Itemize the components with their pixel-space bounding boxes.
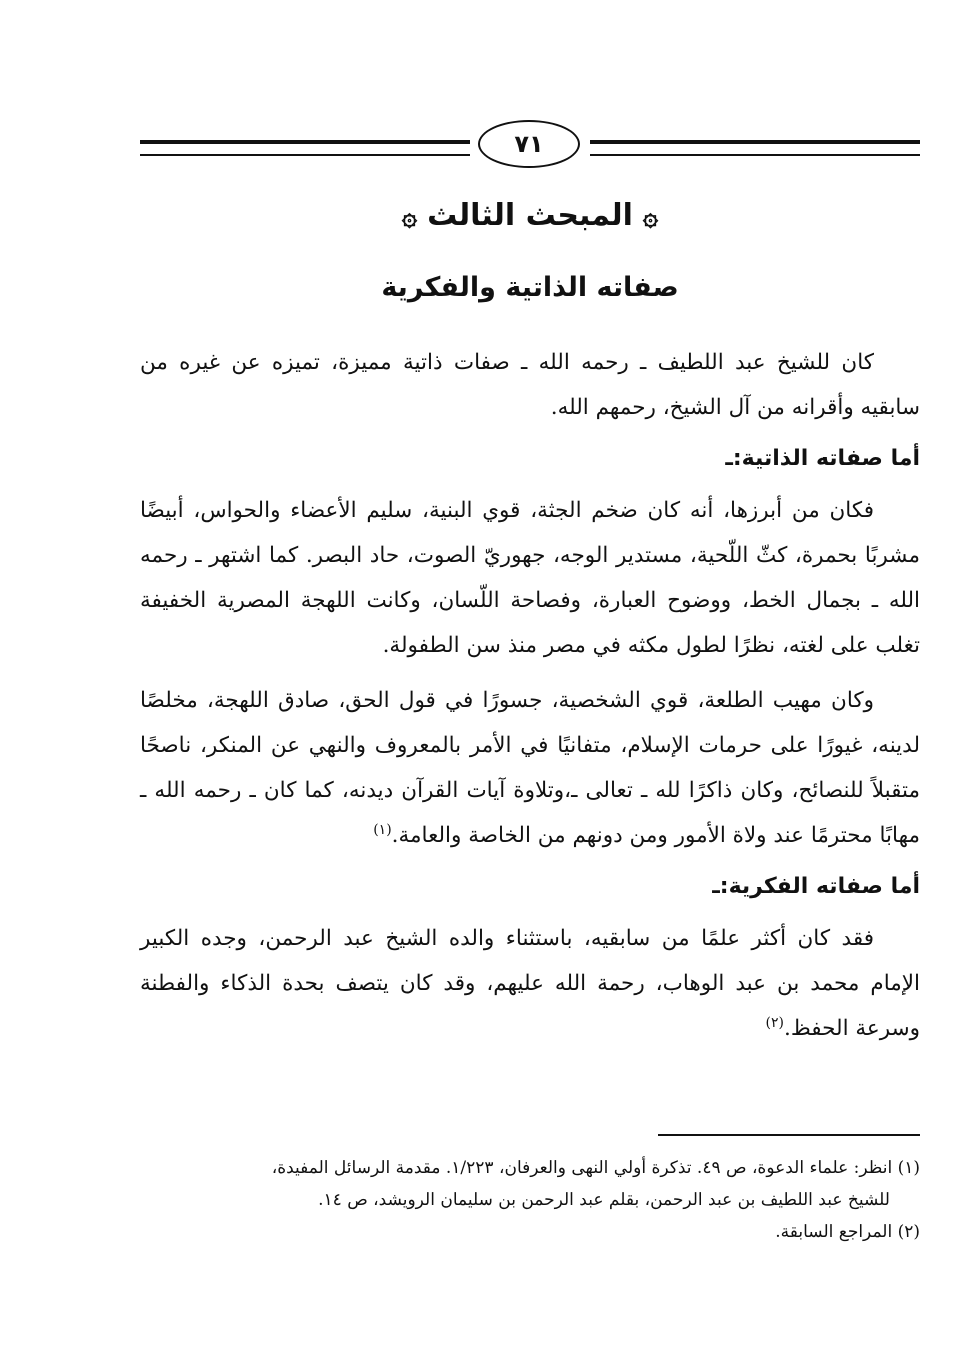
footnote-ref-1: (١) [373, 821, 392, 838]
header-rule-left [140, 140, 470, 156]
footnotes [140, 1152, 920, 1248]
footnote-2: (٢) المراجع السابقة. [775, 1222, 920, 1242]
footnote-ref-2: (٢) [765, 1014, 785, 1031]
footnote-1-line-1: (١) انظر: علماء الدعوة، ص ٤٩. تذكرة أولي النهى والعرفان، ١/٢٢٣. مقدمة الرسائل المفيدة، [271, 1158, 920, 1178]
footnote-1-line-2: للشيخ عبد اللطيف بن عبد الرحمن، بقلم عبد الرحمن بن سليمان الرويشد، ص ١٤. [318, 1190, 890, 1210]
intellectual-paragraph-1-text: فقد كان أكثر علمًا من سابقيه، باستثناء والده الشيخ عبد الرحمن، وجده الكبير الإمام محمد بن عبد الوهاب، رحمة الله عليهم، وقد كان يتصف بحدة الذكاء والفطنة وسرعة الحفظ. [140, 926, 920, 1041]
ornament-left-icon: ۞ [401, 202, 418, 232]
ornament-right-icon: ۞ [642, 202, 659, 232]
personal-paragraph-2 [140, 678, 920, 858]
footnote-separator [658, 1134, 920, 1136]
intellectual-paragraph-1 [140, 916, 920, 1051]
section-title-text: المبحث الثالث [427, 198, 633, 233]
personal-paragraph-1: فكان من أبرزها، أنه كان ضخم الجثة، قوي البنية، سليم الأعضاء والحواس، أبيضًا مشربًا بحمرة، كثّ اللّحية، مستدير الوجه، جهوريّ الصوت، حاد البصر. كما اشتهر ـ رحمه الله ـ بجمال الخط، ووضوح العبارة، وفصاحة اللّسان، وكانت اللهجة المصرية الخفيفة تغلب على لغته، نظرًا لطول مكثه في مصر منذ سن الطفولة. [140, 498, 920, 658]
heading-personal-traits: أما صفاته الذاتية:ـ [725, 446, 920, 471]
body-text [140, 340, 920, 1051]
header-rule-right [590, 140, 920, 156]
page-header [140, 118, 920, 168]
page-number [478, 120, 580, 168]
personal-paragraph-2-text: وكان مهيب الطلعة، قوي الشخصية، جسورًا في قول الحق، صادق اللهجة، مخلصًا لدينه، غيورًا على حرمات الإسلام، متفانيًا في الأمر بالمعروف والنهي عن المنكر، ناصحًا متقبلاً للنصائح، وكان ذاكرًا لله ـ تعالى ـ،وتلاوة آيات القرآن ديدنه، كما كان ـ رحمه الله ـ مهابًا محترمًا عند ولاة الأمور ومن دونهم من الخاصة والعامة. [140, 688, 920, 848]
intro-paragraph: كان للشيخ عبد اللطيف ـ رحمه الله ـ صفات ذاتية مميزة، تميزه عن غيره من سابقيه وأقرانه من آل الشيخ، رحمهم الله. [140, 350, 920, 420]
section-subtitle: صفاته الذاتية والفكرية [381, 272, 679, 303]
heading-intellectual-traits: أما صفاته الفكرية:ـ [712, 874, 920, 899]
page-number-text: ٧١ [514, 130, 544, 158]
section-title [140, 198, 920, 233]
